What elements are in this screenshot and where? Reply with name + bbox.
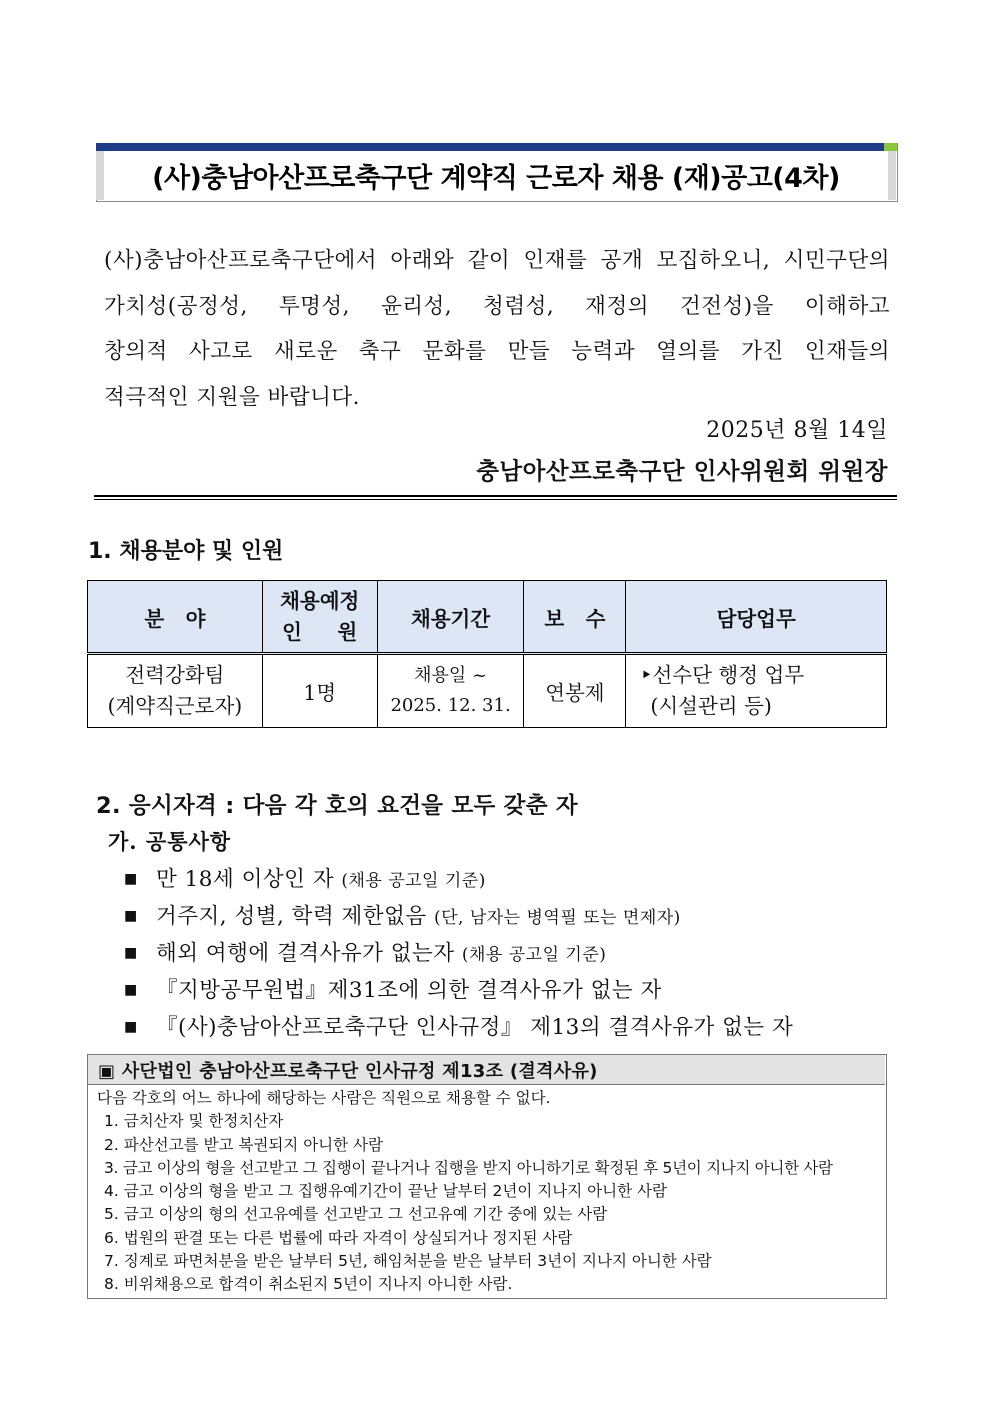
table-header-row (88, 581, 887, 654)
section-heading: 2. 응시자격 : 다음 각 호의 요건을 모두 갖춘 자 (96, 793, 578, 819)
cell-duty (626, 654, 887, 728)
list-item-text: 해외 여행에 결격사유가 없는자 (156, 941, 462, 966)
header-duty: 담당업무 (626, 581, 887, 654)
rules-box-body (97, 1087, 833, 1297)
divider-thick (94, 495, 897, 497)
recruitment-table (87, 580, 887, 728)
rules-intro: 다음 각호의 어느 하나에 해당하는 사람은 직원으로 채용할 수 없다. (97, 1089, 551, 1107)
rules-item: 7. 징계로 파면처분을 받은 날부터 5년, 해임처분을 받은 날부터 3년이 지나지 아니한 사람 (104, 1252, 712, 1271)
square-bullet-icon: ■ (124, 982, 138, 998)
title-shade-right (888, 151, 896, 200)
list-item-note: (채용 공고일 기준) (341, 871, 486, 891)
intro-line: (사)충남아산프로축구단에서 아래와 같이 인재를 공개 모집하오니, 시민구단의 (104, 248, 890, 273)
rules-item: 6. 법원의 판결 또는 다른 법률에 따라 자격이 상실되거나 정지된 사람 (104, 1228, 573, 1247)
document-title: (사)충남아산프로축구단 계약직 근로자 채용 (재)공고(4차) (152, 163, 840, 194)
section-heading: 1. 채용분야 및 인원 (88, 539, 284, 564)
rules-item: 2. 파산선고를 받고 복권되지 아니한 사람 (104, 1135, 383, 1154)
cell-period (377, 654, 524, 728)
title-accent-corner (884, 143, 897, 151)
cell-line: 전력강화팀 (125, 663, 225, 687)
list-item-text: 만 18세 이상인 자 (156, 867, 342, 892)
cell-pay: 연봉제 (524, 654, 626, 728)
rules-item: 8. 비위채용으로 합격이 취소된지 5년이 지나지 아니한 사람. (104, 1275, 513, 1294)
divider-thin (94, 499, 897, 500)
cell-line: (계약직근로자) (107, 694, 243, 718)
header-pay: 보 수 (524, 581, 626, 654)
rules-item: 5. 금고 이상의 형의 선고유예를 선고받고 그 선고유예 기간 중에 있는 사람 (104, 1205, 608, 1224)
signer: 충남아산프로축구단 인사위원회 위원장 (476, 457, 888, 485)
square-bullet-icon: ■ (124, 908, 138, 924)
list-item (124, 936, 606, 967)
announcement-date: 2025년 8월 14일 (706, 418, 888, 443)
cell-count: 1명 (262, 654, 377, 728)
header-count-line: 인 원 (282, 619, 358, 644)
list-item (124, 899, 681, 930)
cell-line: 채용일 ~ (414, 665, 488, 686)
header-field: 분 야 (88, 581, 263, 654)
cell-line: 2025. 12. 31. (390, 695, 511, 716)
header-period: 채용기간 (377, 581, 524, 654)
square-bullet-icon: ■ (124, 871, 138, 887)
cell-line: (시설관리 등) (650, 694, 772, 718)
rules-item: 3. 금고 이상의 형을 선고받고 그 집행이 끝나거나 집행을 받지 아니하기로 확정된 후 5년이 지나지 아니한 사람 (104, 1158, 833, 1177)
list-item-text: 『지방공무원법』제31조에 의한 결격사유가 없는 자 (156, 978, 662, 1003)
list-item-note: (단, 남자는 병역필 또는 면제자) (433, 908, 681, 928)
rules-item: 1. 금치산자 및 한정치산자 (104, 1112, 284, 1131)
rules-box-title: ▣ 사단법인 충남아산프로축구단 인사규정 제13조 (결격사유) (98, 1061, 598, 1082)
square-bullet-icon: ■ (124, 945, 138, 961)
list-item (124, 1010, 793, 1041)
list-item-text: 『(사)충남아산프로축구단 인사규정』 제13의 결격사유가 없는 자 (156, 1015, 794, 1040)
intro-paragraph (104, 238, 890, 420)
intro-line: 가치성(공정성, 투명성, 윤리성, 청렴성, 재정의 건전성)을 이해하고 (104, 293, 890, 319)
list-item-text: 거주지, 성별, 학력 제한없음 (156, 904, 434, 929)
subsection-heading: 가. 공통사항 (108, 829, 232, 854)
header-count (262, 581, 377, 654)
rules-item: 4. 금고 이상의 형을 받고 그 집행유예기간이 끝난 날부터 2년이 지나지 아니한 사람 (104, 1182, 667, 1201)
intro-line: 적극적인 지원을 바랍니다. (104, 384, 360, 410)
square-bullet-icon: ■ (124, 1019, 138, 1035)
cell-field (88, 654, 263, 728)
intro-line: 창의적 사고로 새로운 축구 문화를 만들 능력과 열의를 가진 인재들의 (104, 339, 890, 364)
list-item (124, 973, 662, 1004)
list-item (124, 862, 486, 893)
title-shade-left (96, 151, 104, 200)
list-item-note: (채용 공고일 기준) (461, 945, 607, 965)
header-count-line: 채용예정 (280, 588, 360, 613)
table-row (88, 654, 887, 728)
cell-line: ‣선수단 행정 업무 (640, 663, 805, 687)
title-accent-bar (96, 143, 884, 151)
